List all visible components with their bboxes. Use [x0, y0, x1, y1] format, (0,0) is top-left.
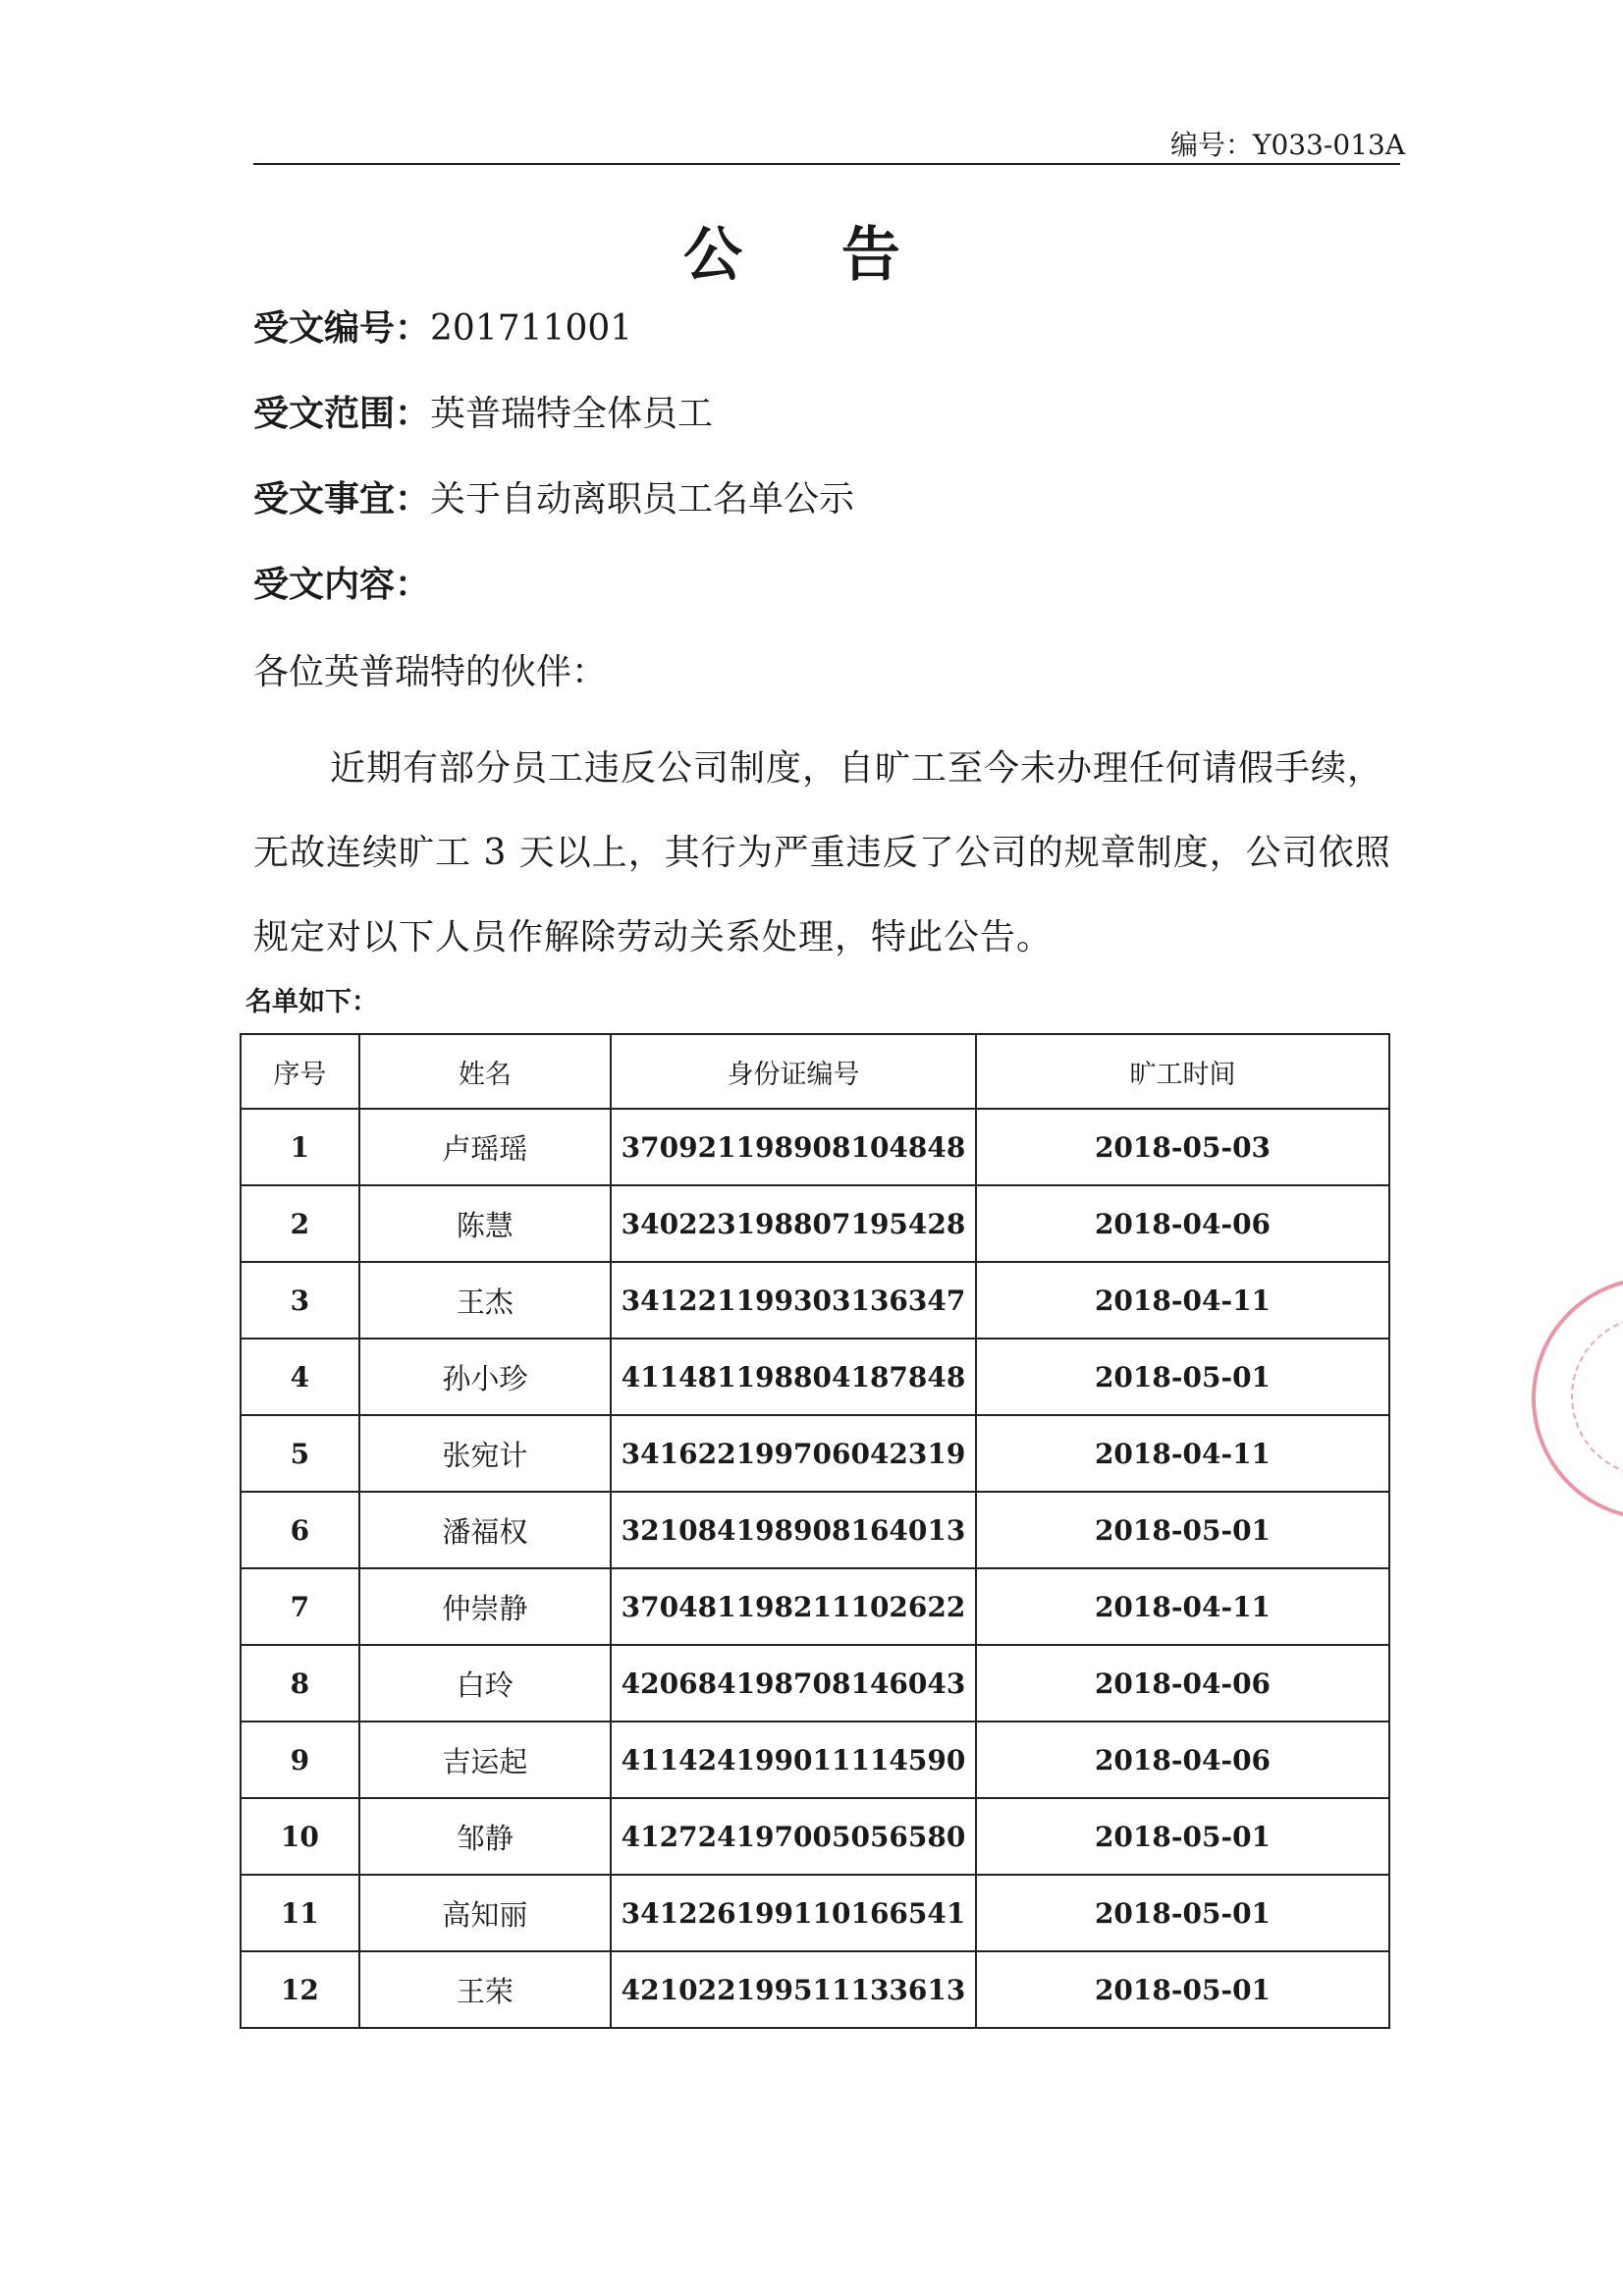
meta-scope — [253, 386, 713, 436]
cell-name: 邹静 — [359, 1798, 611, 1875]
cell-id-number: 341622199706042319 — [611, 1415, 976, 1492]
cell-index: 12 — [241, 1951, 359, 2028]
cell-index: 3 — [241, 1262, 359, 1339]
cell-absence-date: 2018-04-06 — [976, 1645, 1389, 1722]
cell-absence-date: 2018-04-11 — [976, 1415, 1389, 1492]
header-id-number: 身份证编号 — [611, 1034, 976, 1109]
table-row — [241, 1798, 1389, 1875]
meta-label: 受文事宜： — [253, 479, 431, 519]
cell-index: 10 — [241, 1798, 359, 1875]
cell-index: 8 — [241, 1645, 359, 1722]
table-row — [241, 1415, 1389, 1492]
cell-index: 9 — [241, 1722, 359, 1798]
cell-name: 高知丽 — [359, 1875, 611, 1951]
meta-label: 受文编号： — [253, 308, 431, 349]
cell-absence-date: 2018-05-01 — [976, 1875, 1389, 1951]
table-row — [241, 1109, 1389, 1185]
cell-name: 张宛计 — [359, 1415, 611, 1492]
cell-index: 1 — [241, 1109, 359, 1185]
cell-index: 2 — [241, 1185, 359, 1262]
meta-value: 201711001 — [430, 308, 633, 349]
body-paragraph: 近期有部分员工违反公司制度，自旷工至今未办理任何请假手续，无故连续旷工 3 天以上，其行为严重违反了公司的规章制度，公司依照规定对以下人员作解除劳动关系处理，特此公告。 — [253, 748, 1391, 957]
table-row — [241, 1262, 1389, 1339]
cell-absence-date: 2018-05-03 — [976, 1109, 1389, 1185]
header-absence-date: 旷工时间 — [976, 1034, 1389, 1109]
cell-name: 王杰 — [359, 1262, 611, 1339]
table-row — [241, 1568, 1389, 1645]
greeting: 各位英普瑞特的伙伴： — [253, 652, 608, 692]
cell-absence-date: 2018-04-11 — [976, 1262, 1389, 1339]
cell-name: 王荣 — [359, 1951, 611, 2028]
meta-value: 关于自动离职员工名单公示 — [430, 479, 855, 519]
cell-id-number: 370481198211102622 — [611, 1568, 976, 1645]
cell-index: 7 — [241, 1568, 359, 1645]
cell-id-number: 420684198708146043 — [611, 1645, 976, 1722]
meta-label: 受文内容： — [253, 565, 431, 605]
cell-id-number: 341221199303136347 — [611, 1262, 976, 1339]
cell-id-number: 340223198807195428 — [611, 1185, 976, 1262]
cell-absence-date: 2018-05-01 — [976, 1798, 1389, 1875]
table-row — [241, 1722, 1389, 1798]
meta-value: 英普瑞特全体员工 — [430, 394, 714, 434]
header-rule — [253, 163, 1400, 165]
cell-name: 仲崇静 — [359, 1568, 611, 1645]
table-row — [241, 1951, 1389, 2028]
meta-receipt-number — [253, 301, 632, 351]
meta-subject — [253, 471, 854, 521]
table-row — [241, 1875, 1389, 1951]
cell-absence-date: 2018-05-01 — [976, 1339, 1389, 1415]
table-row — [241, 1339, 1389, 1415]
table-row — [241, 1645, 1389, 1722]
cell-index: 4 — [241, 1339, 359, 1415]
cell-index: 11 — [241, 1875, 359, 1951]
cell-index: 5 — [241, 1415, 359, 1492]
cell-absence-date: 2018-04-11 — [976, 1568, 1389, 1645]
page-title: 公 告 — [683, 221, 940, 290]
cell-name: 卢瑶瑶 — [359, 1109, 611, 1185]
header-name: 姓名 — [359, 1034, 611, 1109]
cell-absence-date: 2018-05-01 — [976, 1492, 1389, 1568]
cell-name: 吉运起 — [359, 1722, 611, 1798]
list-label: 名单如下： — [245, 987, 378, 1017]
cell-name: 潘福权 — [359, 1492, 611, 1568]
cell-id-number: 412724197005056580 — [611, 1798, 976, 1875]
table-row — [241, 1185, 1389, 1262]
header-index: 序号 — [241, 1034, 359, 1109]
meta-label: 受文范围： — [253, 394, 431, 434]
cell-name: 陈慧 — [359, 1185, 611, 1262]
cell-id-number: 321084198908164013 — [611, 1492, 976, 1568]
table-header-row — [241, 1034, 1389, 1109]
cell-index: 6 — [241, 1492, 359, 1568]
cell-name: 孙小珍 — [359, 1339, 611, 1415]
cell-absence-date: 2018-05-01 — [976, 1951, 1389, 2028]
cell-absence-date: 2018-04-06 — [976, 1722, 1389, 1798]
meta-content — [253, 557, 430, 607]
cell-id-number: 341226199110166541 — [611, 1875, 976, 1951]
cell-name: 白玲 — [359, 1645, 611, 1722]
cell-id-number: 411481198804187848 — [611, 1339, 976, 1415]
employee-table — [240, 1033, 1390, 2029]
cell-id-number: 411424199011114590 — [611, 1722, 976, 1798]
document-number: 编号：Y033-013A — [1170, 129, 1406, 161]
cell-id-number: 421022199511133613 — [611, 1951, 976, 2028]
cell-id-number: 370921198908104848 — [611, 1109, 976, 1185]
table-row — [241, 1492, 1389, 1568]
cell-absence-date: 2018-04-06 — [976, 1185, 1389, 1262]
